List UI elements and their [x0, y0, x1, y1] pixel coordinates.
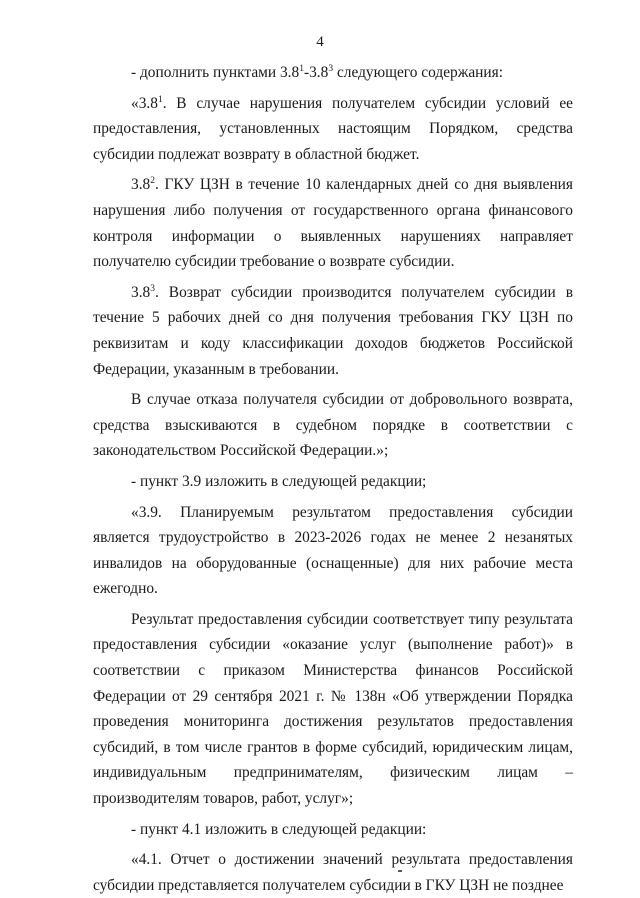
- scan-mark: [398, 870, 402, 872]
- paragraph: - дополнить пунктами $3.8^1-3.8^3$ следующего содержания:: [131, 64, 504, 81]
- paragraph: $3.8^3$. Возврат субсидии производится получателем субсидии в течение 5 рабочих дней со дня получения требования ГКУ ЦЗН по реквизитам и коду классификации доходов бюджетов Российской Федерации, указанным в требовании.: [93, 283, 573, 378]
- paragraph: $3.8^2$. ГКУ ЦЗН в течение 10 календарных дней со дня выявления нарушения либо получения от государственного органа финансового контроля информации о выявленных нарушениях направляет получателю субсидии требование о возврате субсидии.: [93, 176, 573, 271]
- paragraph: «3.9. Планируемым результатом предоставления субсидии является трудоустройство в 2023-2026 годах не менее 2 незанятых инвалидов на оборудованные (оснащенные) для них рабочие места ежегодно.: [93, 503, 573, 598]
- paragraph: - пункт 4.1 изложить в следующей редакции:: [131, 820, 427, 838]
- paragraph: «$3.8^1$. В случае нарушения получателем субсидии условий ее предоставления, установленных настоящим Порядком, средства субсидии подлежат возврату в областной бюджет.: [93, 94, 573, 163]
- paragraph: Результат предоставления субсидии соответствует типу результата предоставления субсидии «оказание услуг (выполнение работ)» в соответствии с приказом Министерства финансов Российской Федерации от 29 сентября 2021 г. № 138н «Об утверждении Порядка проведения мониторинга достижения результатов предоставления субсидий, в том числе грантов в форме субсидий, юридическим лицам, индивидуальным предпринимателям, физическим лицам – производителям товаров, работ, услуг»;: [93, 610, 573, 808]
- document-body: [93, 60, 573, 898]
- paragraph: «4.1. Отчет о достижении значений результата предоставления субсидии представляется получателем субсидии в ГКУ ЦЗН не позднее: [93, 851, 573, 894]
- paragraph: - пункт 3.9 изложить в следующей редакции;: [131, 472, 427, 490]
- paragraph: В случае отказа получателя субсидии от добровольного возврата, средства взыскиваются в судебном порядке в соответствии с законодательством Российской Федерации.»;: [93, 391, 573, 460]
- page-number: 4: [316, 34, 324, 50]
